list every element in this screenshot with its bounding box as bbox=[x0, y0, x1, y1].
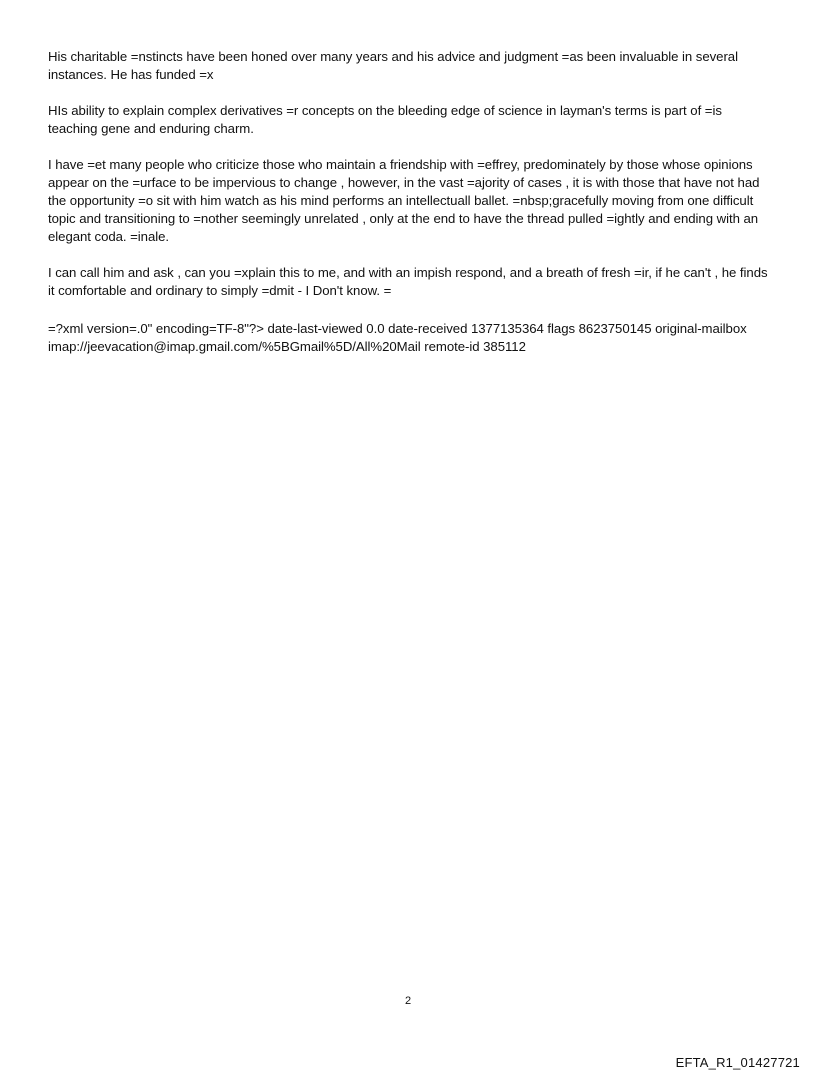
paragraph-2: HIs ability to explain complex derivatives =r concepts on the bleeding edge of science in layman's terms is part of =is teaching gene and enduring charm. bbox=[48, 103, 722, 136]
document-id: EFTA_R1_01427721 bbox=[675, 1055, 800, 1070]
paragraph-4: I can call him and ask , can you =xplain this to me, and with an impish respond, and a breath of fresh =ir, if he can't , he finds it comfortable and ordinary to simply =dmit - I Don't know. = bbox=[48, 265, 768, 298]
metadata-line: =?xml version=.0" encoding=TF-8"?> date-last-viewed 0.0 date-received 1377135364 flags 8623750145 original-mailbox imap://jeevacation@imap.gmail.com/%5BGmail%5D/All%20Mail remote-id 385112 bbox=[48, 321, 747, 354]
paragraph-1: His charitable =nstincts have been honed over many years and his advice and judgment =as been invaluable in several instances. He has funded =x bbox=[48, 49, 738, 82]
page-number: 2 bbox=[404, 995, 412, 1007]
paragraph-3: I have =et many people who criticize those who maintain a friendship with =effrey, predominately by those whose opinions appear on the =urface to be impervious to change , however, in the vast =ajority of cases , it is with those that have not had the opportunity =o sit with him watch as his mind performs an intellectuall ballet. =nbsp;gracefully moving from one difficult topic and transitioning to =nother seemingly unrelated , only at the end to have the thread pulled =ightly and ending with an elegant coda. =inale. bbox=[48, 157, 760, 244]
document-body bbox=[48, 48, 770, 374]
